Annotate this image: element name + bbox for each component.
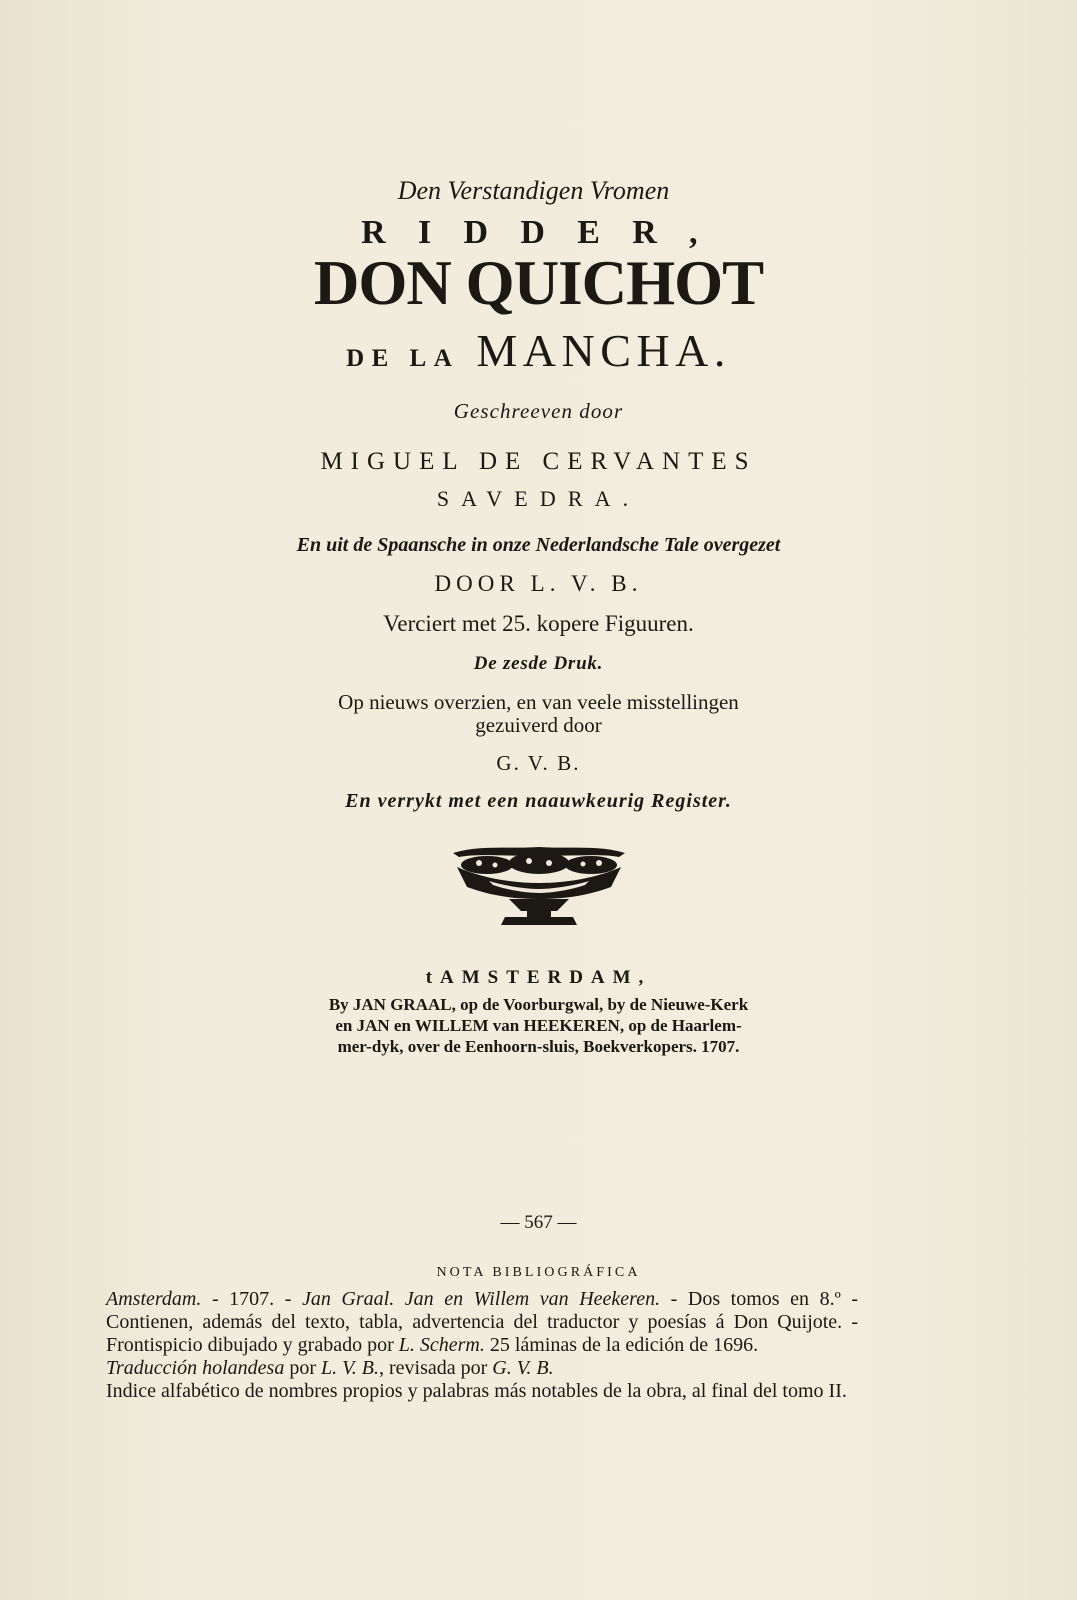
note-plates: 25 láminas de la edición de 1696. [484, 1334, 759, 1356]
dedication: Den Verstandigen Vromen [397, 176, 670, 205]
ridder-line: RIDDER, [361, 214, 730, 251]
illustrations-line: Verciert met 25. kopere Figuuren. [383, 611, 694, 637]
note-reviser: G. V. B. [492, 1357, 554, 1379]
title-mancha-word: MANCHA. [476, 325, 731, 377]
note-description: - Dos tomos en 8.º - Contienen, además del texto, tabla, advertencia del traductor y poesías á Don Quijote. - Frontispicio dibujado y grabado por [106, 1288, 858, 1356]
translator: DOOR L. V. B. [434, 571, 643, 597]
title-mancha [0, 324, 1077, 377]
written-by: Geschreeven door [453, 399, 624, 424]
basket-of-flowers-ornament-icon [449, 843, 629, 929]
imprint-line-3: mer-dyk, over de Eenhoorn-sluis, Boekverkopers. 1707. [337, 1036, 740, 1056]
title-de-la: DE LA [346, 345, 460, 373]
book-title: DON QUICHOT [313, 248, 764, 318]
author-name: MIGUEL DE CERVANTES [320, 448, 757, 476]
register-line: En verrykt met een naauwkeurig Register. [345, 790, 732, 813]
edition-line: De zesde Druk. [473, 653, 604, 675]
imprint-line-1: By JAN GRAAL, op de Voorburgwal, by de Nieuwe-Kerk [328, 995, 749, 1015]
revised-line-1: Op nieuws overzien, en van veele misstellingen [338, 690, 739, 715]
note-paragraph-3: Indice alfabético de nombres propios y palabras más notables de la obra, al final del tomo II. [106, 1380, 847, 1402]
author-surname: SAVEDRA. [436, 486, 641, 512]
note-paragraph-1 [106, 1288, 858, 1357]
bibliographic-note [106, 1288, 858, 1403]
note-paragraph-2 [106, 1357, 858, 1380]
note-translator: L. V. B. [321, 1357, 379, 1379]
note-translation-label: Traducción holandesa [106, 1357, 285, 1379]
revised-line-2: gezuiverd door [475, 713, 602, 738]
imprint-city: tAMSTERDAM, [425, 967, 652, 989]
reviser: G. V. B. [496, 751, 581, 776]
note-printers: Jan Graal. Jan en Willem van Heekeren. [301, 1288, 661, 1310]
title-page [0, 176, 1077, 1058]
bibliographic-note-heading: NOTA BIBLIOGRÁFICA [436, 1265, 641, 1280]
note-year: - 1707. - [201, 1288, 302, 1310]
translation-line: En uit de Spaansche in onze Nederlandsche Tale overgezet [296, 534, 781, 557]
page-number: — 567 — [500, 1212, 577, 1233]
note-por: por [284, 1357, 322, 1379]
note-artist: L. Scherm. [398, 1334, 485, 1356]
imprint-line-2: en JAN en WILLEM van HEEKEREN, op de Haarlem- [335, 1016, 742, 1036]
note-revisada: , revisada por [379, 1357, 493, 1379]
note-city: Amsterdam. [106, 1288, 202, 1310]
